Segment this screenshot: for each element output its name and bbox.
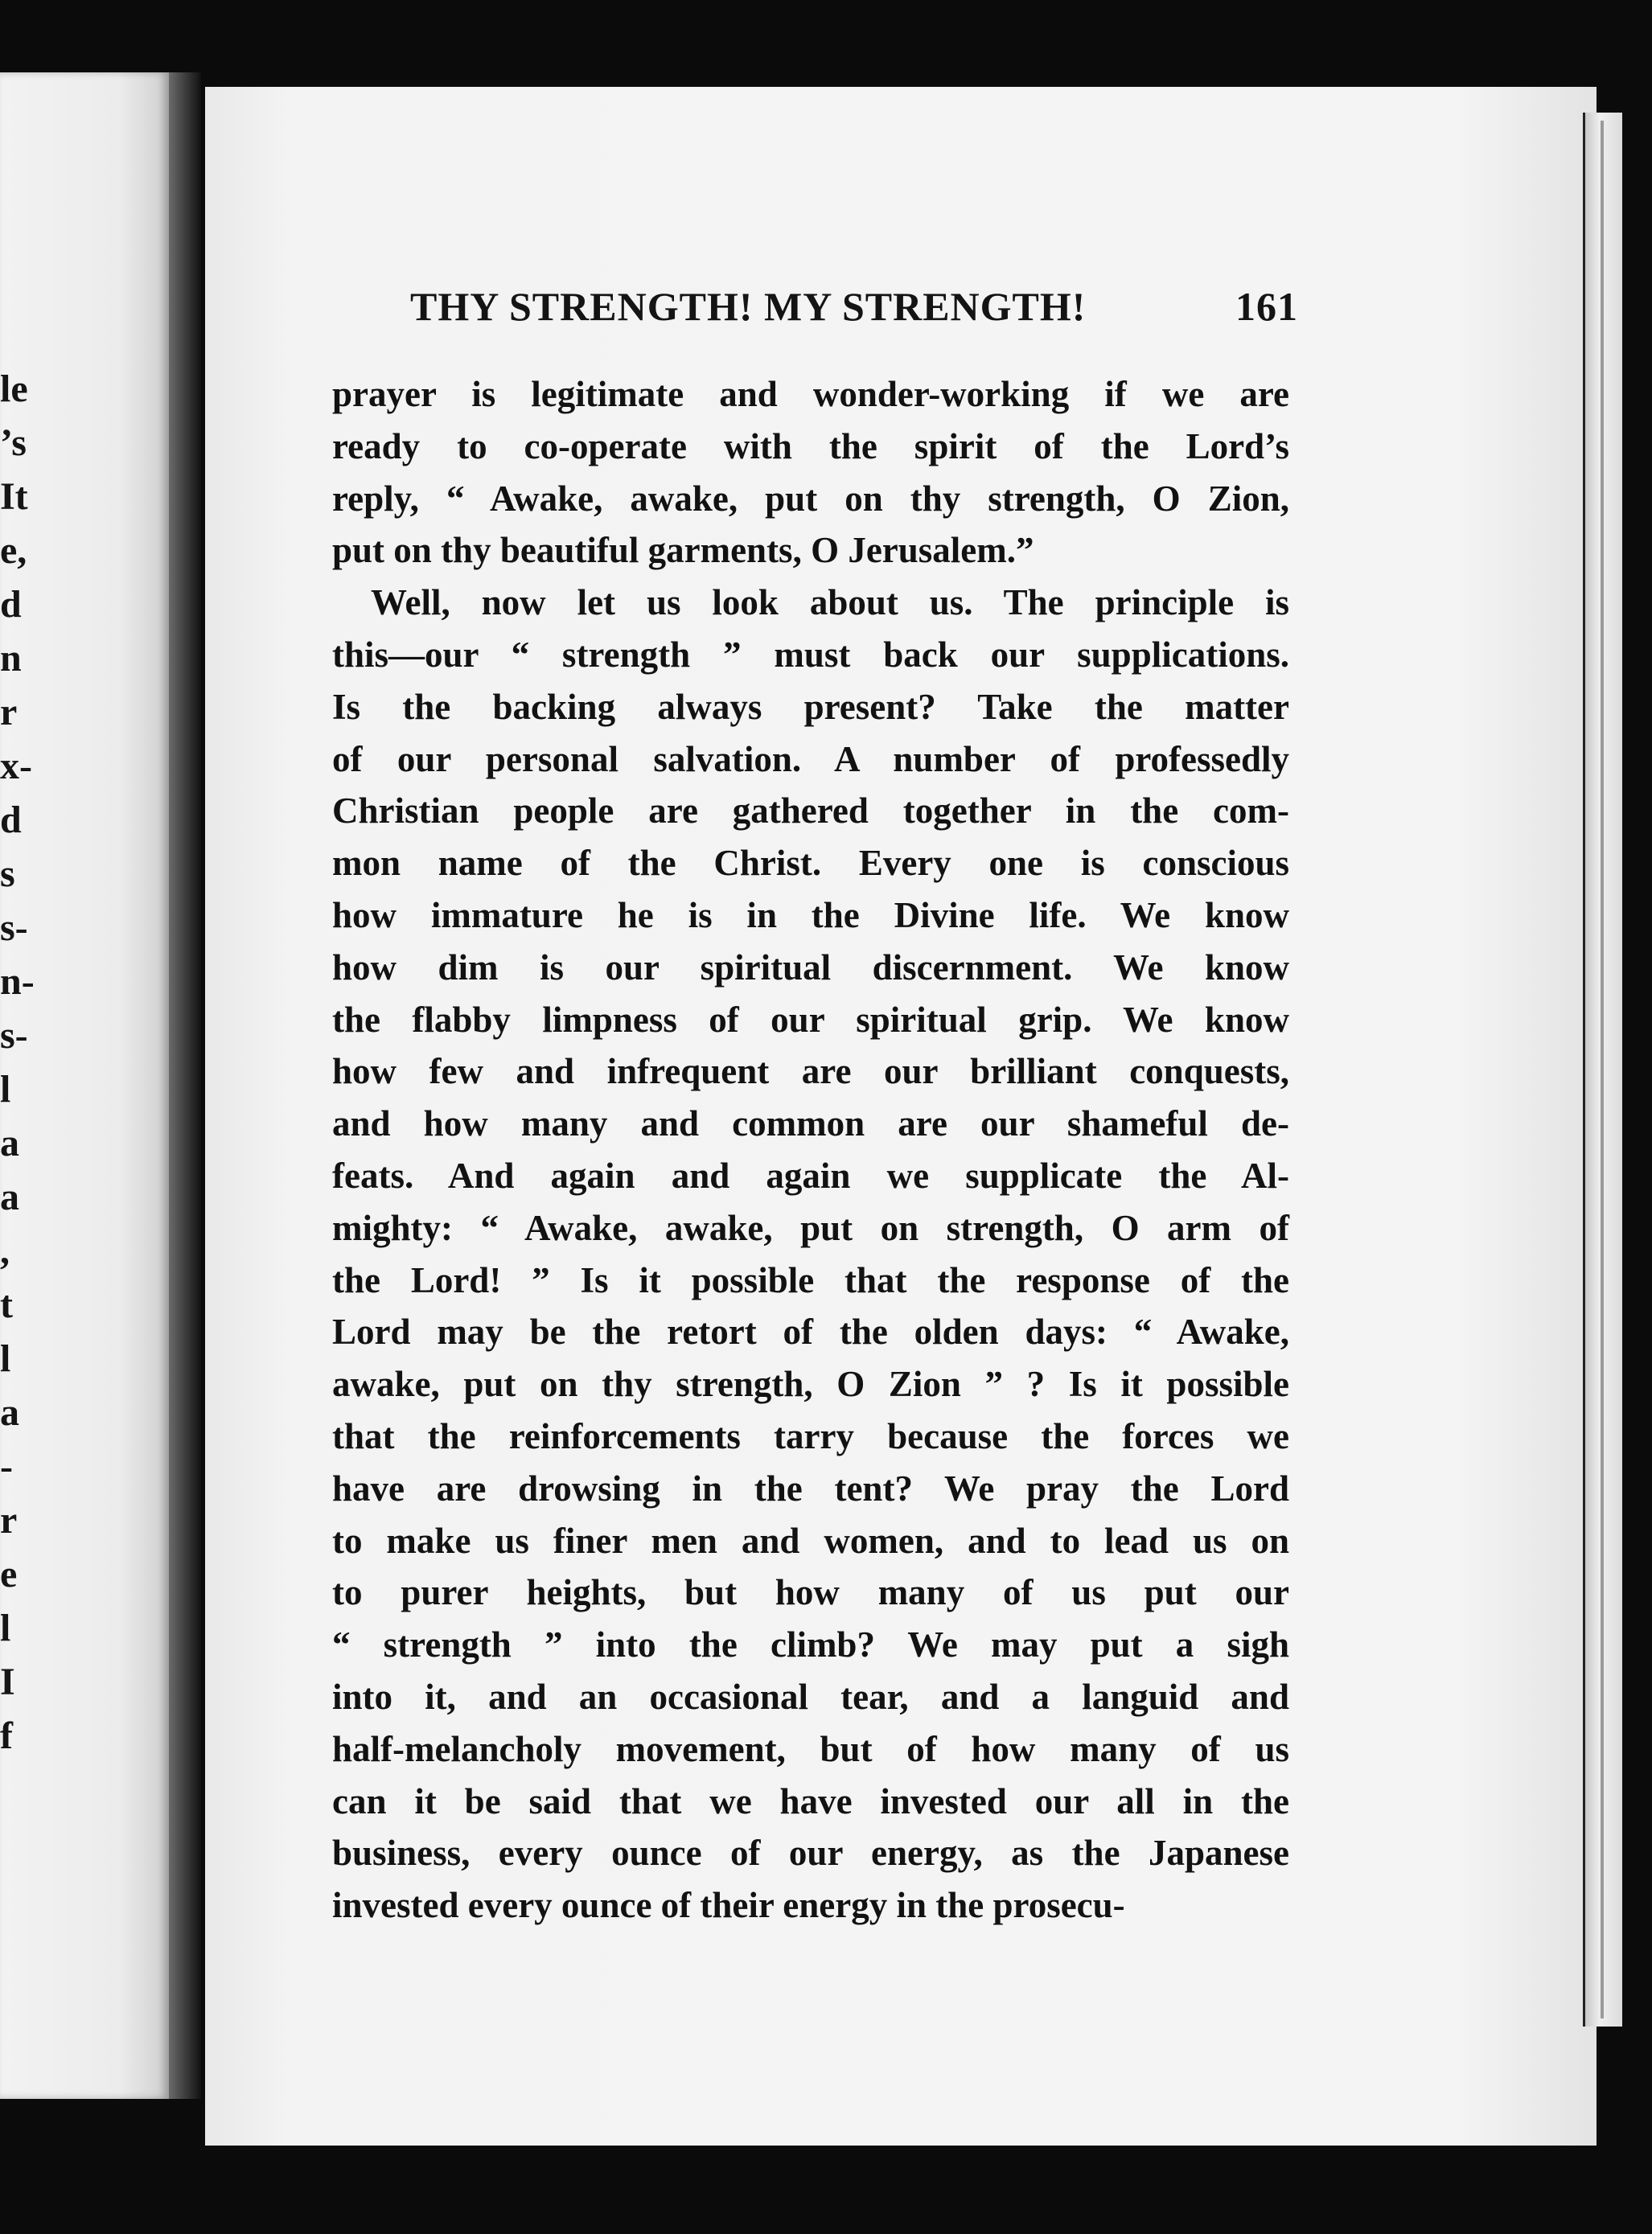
facing-page-fragment: e,	[0, 529, 27, 572]
text-line: the flabby limpness of our spiritual grip. We know	[332, 999, 1289, 1040]
text-line: mighty: “ Awake, awake, put on strength, O arm of	[332, 1207, 1289, 1248]
book-gutter	[169, 72, 201, 2099]
facing-page-fragment: a	[0, 1176, 19, 1218]
facing-page-fragment: l	[0, 1068, 11, 1111]
text-line: Is the backing always present? Take the matter	[332, 686, 1289, 727]
facing-page-fragment: n-	[0, 960, 35, 1003]
facing-page-fragment: l	[0, 1607, 11, 1649]
facing-page-fragment: s	[0, 852, 15, 895]
text-line: mon name of the Christ. Every one is conscious	[332, 843, 1289, 884]
text-line: feats. And again and again we supplicate the Al-	[332, 1155, 1289, 1196]
facing-page-fragment: e	[0, 1553, 18, 1595]
text-line: have are drowsing in the tent? We pray the Lord	[332, 1468, 1289, 1509]
text-line: how dim is our spiritual discernment. We know	[332, 947, 1289, 988]
body-text	[332, 368, 1289, 1932]
text-line: prayer is legitimate and wonder-working if we are	[332, 374, 1289, 414]
text-line: of our personal salvation. A number of professedly	[332, 738, 1289, 779]
facing-page-fragment: ’s	[0, 421, 27, 464]
text-line: reply, “ Awake, awake, put on thy strength, O Zion,	[332, 478, 1289, 519]
facing-page-fragment: x-	[0, 745, 32, 787]
facing-page-fragment: s-	[0, 1014, 28, 1057]
page-stack-line	[1601, 121, 1604, 2018]
text-line: how immature he is in the Divine life. We know	[332, 894, 1289, 935]
text-line: into it, and an occasional tear, and a languid and	[332, 1676, 1289, 1717]
text-line: ready to co-operate with the spirit of the Lord’s	[332, 425, 1289, 466]
facing-page-fragment: le	[0, 368, 28, 410]
facing-page-fragment: r	[0, 691, 18, 733]
facing-page-fragment: n	[0, 637, 22, 680]
facing-page-fragment: d	[0, 799, 22, 841]
text-line: that the reinforcements tarry because the forces we	[332, 1415, 1289, 1456]
text-line: invested every ounce of their energy in the prosecu-	[332, 1885, 1125, 1926]
facing-page-edge	[0, 72, 169, 2099]
running-header-title: THY STRENGTH! MY STRENGTH!	[410, 284, 1087, 329]
facing-page-fragment: a	[0, 1122, 19, 1164]
text-line: to purer heights, but how many of us put our	[332, 1572, 1289, 1613]
text-line: awake, put on thy strength, O Zion ” ? Is it possible	[332, 1364, 1289, 1405]
text-line: Christian people are gathered together in the com-	[332, 791, 1289, 832]
facing-page-fragment: ,	[0, 1230, 10, 1272]
text-line: half-melancholy movement, but of how many of us	[332, 1728, 1289, 1769]
text-line: Well, now let us look about us. The principle is	[371, 582, 1289, 623]
text-line: business, every ounce of our energy, as the Japanese	[332, 1833, 1289, 1874]
facing-page-fragment: It	[0, 475, 28, 518]
text-line: this—our “ strength ” must back our supplications.	[332, 634, 1289, 675]
facing-page-fragment: -	[0, 1445, 13, 1488]
text-line: the Lord! ” Is it possible that the response of the	[332, 1259, 1289, 1300]
facing-page-fragment: I	[0, 1661, 15, 1703]
facing-page-fragment: t	[0, 1283, 13, 1326]
facing-page-fragment: r	[0, 1499, 18, 1542]
text-line: “ strength ” into the climb? We may put a sigh	[332, 1624, 1289, 1665]
text-line: how few and infrequent are our brilliant conquests,	[332, 1051, 1289, 1092]
facing-page-fragment: f	[0, 1715, 13, 1757]
facing-page-fragment: d	[0, 583, 22, 626]
facing-page-fragment: s-	[0, 906, 28, 949]
text-line: Lord may be the retort of the olden days: “ Awake,	[332, 1312, 1289, 1353]
running-header	[410, 283, 1298, 330]
text-line: to make us finer men and women, and to lead us on	[332, 1520, 1289, 1561]
facing-page-fragment: a	[0, 1391, 19, 1434]
page-number: 161	[1235, 284, 1298, 329]
facing-page-fragment: l	[0, 1337, 11, 1380]
text-line: can it be said that we have invested our all in the	[332, 1780, 1289, 1821]
text-line: put on thy beautiful garments, O Jerusalem.”	[332, 530, 1034, 571]
text-line: and how many and common are our shameful de-	[332, 1103, 1289, 1144]
